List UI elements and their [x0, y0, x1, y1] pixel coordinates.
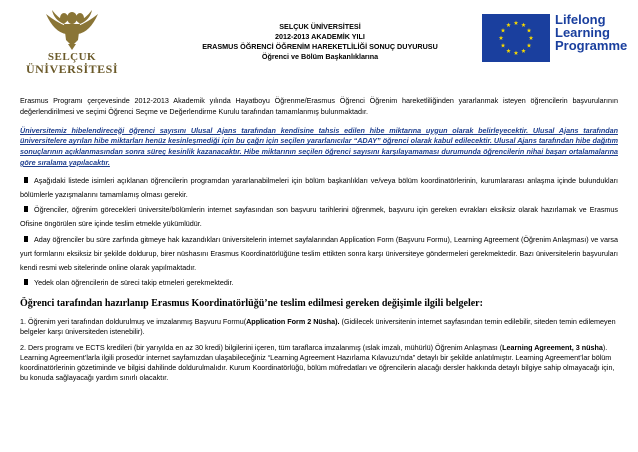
title-line-3: ERASMUS ÖĞRENCİ ÖĞRENİM HAREKETLİLİĞİ SONUÇ DUYURUSU [202, 42, 438, 51]
bullet-text: Öğrenciler, öğrenim görecekleri üniversite/bölümlerin internet sayfasından son başvuru tarihlerini öğrenmek, başvuru için gereken evrakları eksiksiz olarak hazırlamak ve Erasmus Ofisine öngörülen süre içinde teslim etmekle yükümlüdür. [20, 205, 618, 229]
bullet-icon [24, 279, 28, 285]
item1-text-a: 1. Öğrenim yeri tarafından doldurulmuş ve imzalanmış Başvuru Formu( [20, 317, 247, 327]
llp-line-3: Programme [555, 38, 628, 53]
announcement-title [180, 22, 460, 62]
eu-star-icon [521, 49, 526, 53]
item1-text-bold: Application Form 2 Nüsha). [246, 317, 340, 327]
numbered-item-2 [20, 343, 618, 383]
eu-star-icon [501, 43, 506, 47]
bullet-list [20, 174, 618, 290]
llp-wordmark [555, 13, 627, 52]
eu-star-icon [499, 36, 504, 40]
bullet-icon [24, 177, 28, 183]
list-item [20, 276, 618, 290]
eu-star-icon [506, 49, 511, 53]
seljuk-eagle-emblem-icon [42, 4, 102, 50]
eu-star-icon [506, 23, 511, 27]
notice-paragraph: Üniversitemiz hibelendireceği öğrenci sayısını Ulusal Ajans tarafından kendisine tahsis edilen hibe miktarına uygun olarak belirleyecektir. Ulusal Ajans tarafından üniversitelere ayrılan hibe miktarları henüz kesinleşmediği için bu çağrı için seçilen yararlanıcılar “ADAY” öğrenci olarak kabul edilecektir. Ulusal Ajans tarafından hibe dağıtım sonuçlarının açıklanmasından sonra süreç kesinlik kazanacaktır. Hibe miktarının seçilen öğrenci sayısını karşılayamaması durumunda öğrencilerin nihai başarı ortalamalarına göre sıralama yapılacaktır. [20, 125, 618, 167]
eu-star-icon [521, 23, 526, 27]
llp-line-1: Lifelong [555, 12, 606, 27]
document-header [0, 0, 638, 82]
title-line-4: Öğrenci ve Bölüm Başkanlıklarına [261, 52, 379, 61]
eu-star-icon [529, 36, 534, 40]
item2-text-bold: Learning Agreement, 3 nüsha [502, 343, 603, 353]
bullet-icon [24, 206, 28, 212]
item1-text-b: (Gidilecek üniversitenin internet sayfasından temin edilebilir, siteden temin edilemeyen belgeler karşı üniversiteden istenebilir). [20, 317, 616, 337]
document-body [20, 96, 618, 389]
eu-star-icon [527, 43, 532, 47]
list-item [20, 233, 618, 274]
title-line-1: SELÇUK ÜNİVERSİTESİ [279, 22, 361, 31]
logo-line-2: ÜNİVERSİTESİ [25, 62, 119, 76]
llp-line-2: Learning [555, 25, 610, 40]
selcuk-university-logo [22, 4, 122, 76]
list-item [20, 203, 618, 231]
eu-star-icon [514, 51, 519, 55]
item2-text-a: 2. Ders programı ve ECTS kredileri (bir yarıyılda en az 30 kredi) bilgilerini içeren, tüm taraflarca imzalanmış (ıslak imzalı, mühürlü) Öğrenim Anlaşması ( [20, 343, 503, 353]
eu-star-icon [527, 28, 532, 32]
bullet-text: Aşağıdaki listede isimleri açıklanan öğrencilerin programdan yararlanabilmeleri için bölüm başkanlıkları ve/veya bölüm koordinatörlerinin, kurumlararası anlaşma içinde bulundukları bölümlerle yazışmalarını tamamlamış olması gerekir. [20, 175, 618, 199]
eu-star-icon [514, 21, 519, 25]
eu-flag-icon [482, 14, 550, 62]
list-item [20, 174, 618, 202]
numbered-item-1 [20, 317, 618, 337]
intro-paragraph: Erasmus Programı çerçevesinde 2012-2013 Akademik yılında Hayatboyu Öğrenme/Erasmus Öğrenci Öğrenim hareketliliğinden yararlanmak isteyen öğrencilerin başvurularının değerlendirilmesi ve seçimi Öğrenci Seçme ve Değerlendirme Kurulu tarafından tamamlanmış bulunmaktadır. [20, 96, 618, 116]
lifelong-learning-programme-logo [482, 14, 632, 64]
item2-text-b: ). Learning Agreement’larla ilgili prosedür internet sayfamızdan ulaşabileceğiniz “Learning Agreement Hazırlama Kılavuzu’nda” detaylı bir şekilde anlatılmıştır. Learning Agreement’lar bölüm koordinatörlerinin gözetiminde ve bilgisi dahilinde doldurulmalıdır. Kurum Koordinatörlüğü, bölüm müfredatları ve öğrencilerin alacağı dersler hakkında detaylı bilgiye sahip olmayacağı için, bu konuda sağlayacağı yardım sınırlı olacaktır. [20, 343, 615, 383]
logo-line-1: SELÇUK [47, 51, 97, 63]
bullet-text: Aday öğrenciler bu süre zarfında gitmeye hak kazandıkları üniversitelerin internet sayfalarından Application Form (Başvuru Formu), Learning Agreement (Öğrenim Anlaşması) ve varsa yurt formlarını eksiksiz bir şekilde doldurup, birer nüshasını Erasmus Koordinatörlüğüne teslim ettikten sonra karşı üniversiteye göndermeleri gerekmektedir. Bazı üniversitelerin başvuruları kendi resmi web sitelerinde online olarak yapılmaktadır. [20, 234, 618, 272]
eu-star-icon [501, 28, 506, 32]
bullet-icon [24, 236, 28, 242]
bullet-text: Yedek olan öğrencilerin de süreci takip etmeleri gerekmektedir. [34, 278, 234, 288]
title-line-2: 2012-2013 AKADEMİK YILI [275, 32, 365, 41]
section-heading: Öğrenci tarafından hazırlanıp Erasmus Koordinatörlüğü’ne teslim edilmesi gereken değişimle ilgili belgeler: [20, 298, 483, 310]
